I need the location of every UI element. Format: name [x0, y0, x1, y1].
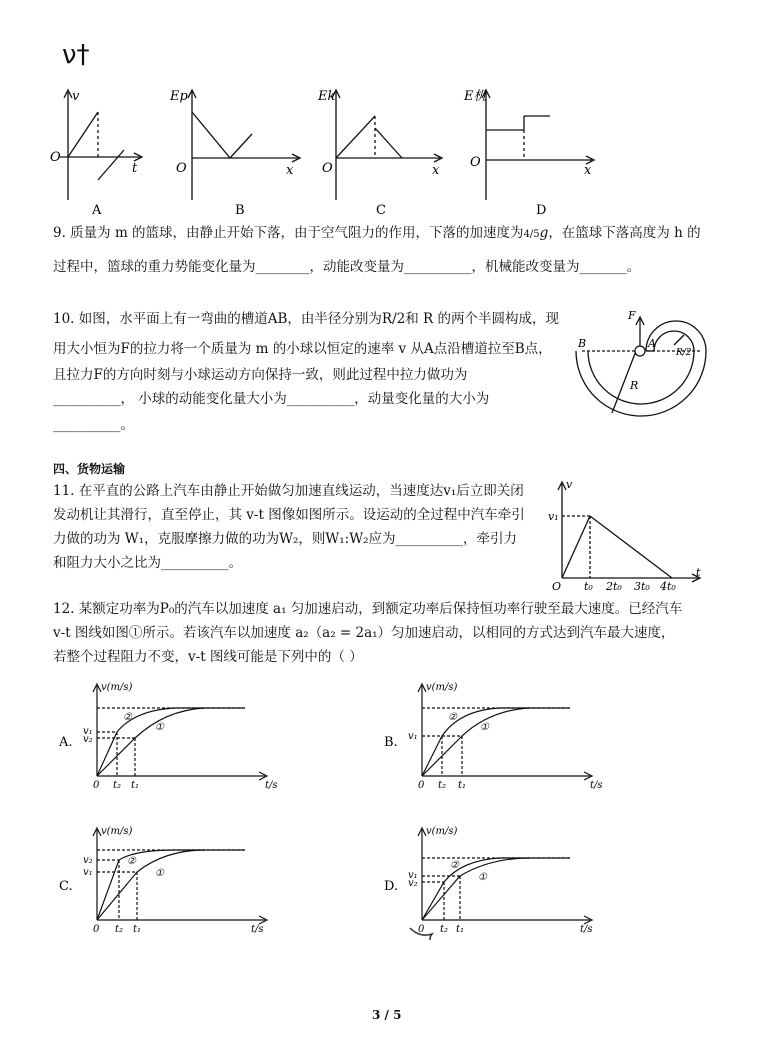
opt-d-v2: v₂ — [408, 878, 418, 889]
q9-fraction: 4/5 — [523, 229, 540, 240]
opt-b-curve2: ② — [448, 712, 457, 723]
energy-graphs — [40, 80, 620, 220]
q11-origin: O — [552, 580, 562, 593]
option-c-graph — [55, 820, 285, 940]
opt-b-t1: t₁ — [458, 780, 467, 791]
option-b-graph — [380, 676, 610, 796]
opt-a-origin: 0 — [93, 780, 100, 791]
opt-a-t1: t₁ — [131, 780, 140, 791]
handwritten-mark: ν† — [62, 40, 90, 70]
q11-v1-label: v₁ — [548, 510, 559, 523]
graph-d-label: D — [536, 203, 547, 218]
opt-d-t2: t₂ — [440, 924, 449, 935]
q10-line5: __________。 — [53, 417, 134, 433]
graph-b-label: B — [235, 203, 245, 218]
q11-tick-1: t₀ — [584, 580, 593, 593]
q9-line1: 9. 质量为 m 的篮球，由静止开始下落，由于空气阻力的作用，下落的加速度为4/5g，在篮球下落高度为 h 的 — [53, 225, 701, 241]
graph-b-origin: O — [176, 161, 187, 176]
q11-t-label: t — [696, 566, 701, 579]
opt-a-curve1: ① — [155, 722, 164, 733]
opt-d-curve1: ① — [478, 872, 487, 883]
graph-d-xaxis: x — [584, 163, 592, 178]
opt-b-xaxis: t/s — [590, 780, 603, 791]
q11-line3: 力做的功为 W₁，克服摩擦力做的功为W₂，则W₁:W₂应为__________，牵引力 — [53, 531, 517, 547]
opt-d-label: D. — [384, 879, 399, 894]
q12-line3: 若整个过程阻力不变，v-t 图线可能是下列中的（ ） — [53, 649, 363, 665]
q10-r2-label: R/2 — [676, 348, 692, 358]
q12-line1: 12. 某额定功率为P₀的汽车以加速度 a₁ 匀加速启动，到额定功率后保持恒功率行驶至最大速度。已经汽车 — [53, 601, 683, 617]
opt-a-v2: v₂ — [83, 734, 93, 745]
q10-line4: __________， 小球的动能变化量大小为__________，动量变化量的大小为 — [53, 391, 490, 407]
graph-c-xaxis: x — [432, 163, 440, 178]
graph-a-origin: O — [50, 150, 61, 165]
q10-f-label: F — [628, 309, 636, 322]
q9-line2: 过程中，篮球的重力势能变化量为________，动能改变量为__________，机械能改变量为_______。 — [53, 259, 641, 275]
opt-c-v1: v₁ — [83, 867, 93, 878]
q11-line1: 11. 在平直的公路上汽车由静止开始做匀加速直线运动，当速度达v₁后立即关闭 — [53, 483, 524, 499]
opt-c-label: C. — [59, 879, 73, 894]
q12-line2: v-t 图线如图①所示。若该汽车以加速度 a₂（a₂ = 2a₁）匀加速启动，以相同的方式达到汽车最大速度， — [53, 625, 675, 641]
graph-c-yaxis: Ek — [318, 89, 336, 104]
graph-a-label: A — [92, 203, 102, 218]
opt-a-xaxis: t/s — [265, 780, 278, 791]
opt-b-curve1: ① — [480, 722, 489, 733]
q11-line2: 发动机让其滑行，直至停止，其 v-t 图像如图所示。设运动的全过程中汽车牵引 — [53, 507, 525, 523]
q10-groove-figure — [566, 305, 726, 435]
q10-b-label: B — [578, 337, 587, 350]
q11-tick-3: 3t₀ — [634, 580, 650, 593]
graph-a-yaxis: v — [72, 89, 80, 104]
q10-line3: 且拉力F的方向时刻与小球运动方向保持一致，则此过程中拉力做功为 — [53, 367, 468, 383]
opt-c-v2: v₂ — [83, 855, 93, 866]
option-a-graph — [55, 676, 285, 796]
opt-a-curve2: ② — [123, 712, 132, 723]
section-heading: 四、货物运输 — [53, 462, 126, 476]
opt-c-curve2: ② — [127, 856, 136, 867]
q11-tick-4: 4t₀ — [660, 580, 676, 593]
opt-c-origin: 0 — [93, 924, 100, 935]
q10-r-label: R — [630, 379, 639, 392]
q10-line1: 10. 如图，水平面上有一弯曲的槽道AB，由半径分别为R/2和 R 的两个半圆构成，现 — [53, 311, 559, 327]
graph-d-origin: O — [470, 155, 481, 170]
opt-b-v1: v₁ — [408, 731, 418, 742]
opt-b-t2: t₂ — [438, 780, 447, 791]
graph-c-origin: O — [322, 161, 333, 176]
q11-vt-figure — [548, 478, 708, 596]
opt-c-yaxis: v(m/s) — [101, 826, 133, 837]
q11-line4: 和阻力大小之比为__________。 — [53, 555, 242, 571]
graph-b-yaxis: Ep — [170, 89, 188, 104]
opt-a-t2: t₂ — [113, 780, 122, 791]
option-d-graph — [380, 820, 610, 940]
opt-c-xaxis: t/s — [251, 924, 264, 935]
q11-tick-2: 2t₀ — [606, 580, 622, 593]
opt-a-label: A. — [59, 735, 73, 750]
q10-line2: 用大小恒为F的拉力将一个质量为 m 的小球以恒定的速率 v 从A点沿槽道拉至B点， — [53, 341, 552, 357]
graph-c-label: C — [376, 203, 386, 218]
opt-d-t1: t₁ — [456, 924, 465, 935]
page-number: 3 / 5 — [372, 1008, 402, 1022]
graph-d-yaxis: E机 — [464, 89, 487, 104]
q10-a-label: A — [648, 337, 656, 350]
opt-a-yaxis: v(m/s) — [101, 682, 133, 693]
opt-d-yaxis: v(m/s) — [426, 826, 458, 837]
opt-c-t2: t₂ — [115, 924, 124, 935]
opt-d-curve2: ② — [450, 860, 459, 871]
opt-a-v1: v₁ — [83, 726, 93, 737]
opt-d-v1: v₁ — [408, 870, 418, 881]
opt-d-xaxis: t/s — [580, 924, 593, 935]
opt-b-origin: 0 — [418, 780, 425, 791]
opt-b-yaxis: v(m/s) — [426, 682, 458, 693]
graph-b-xaxis: x — [286, 163, 294, 178]
opt-c-t1: t₁ — [133, 924, 142, 935]
q11-v-label: v — [566, 478, 573, 491]
opt-d-origin: 0 — [418, 924, 425, 935]
opt-c-curve1: ① — [155, 868, 164, 879]
graph-a-xaxis: t — [132, 161, 138, 176]
opt-b-label: B. — [384, 735, 398, 750]
